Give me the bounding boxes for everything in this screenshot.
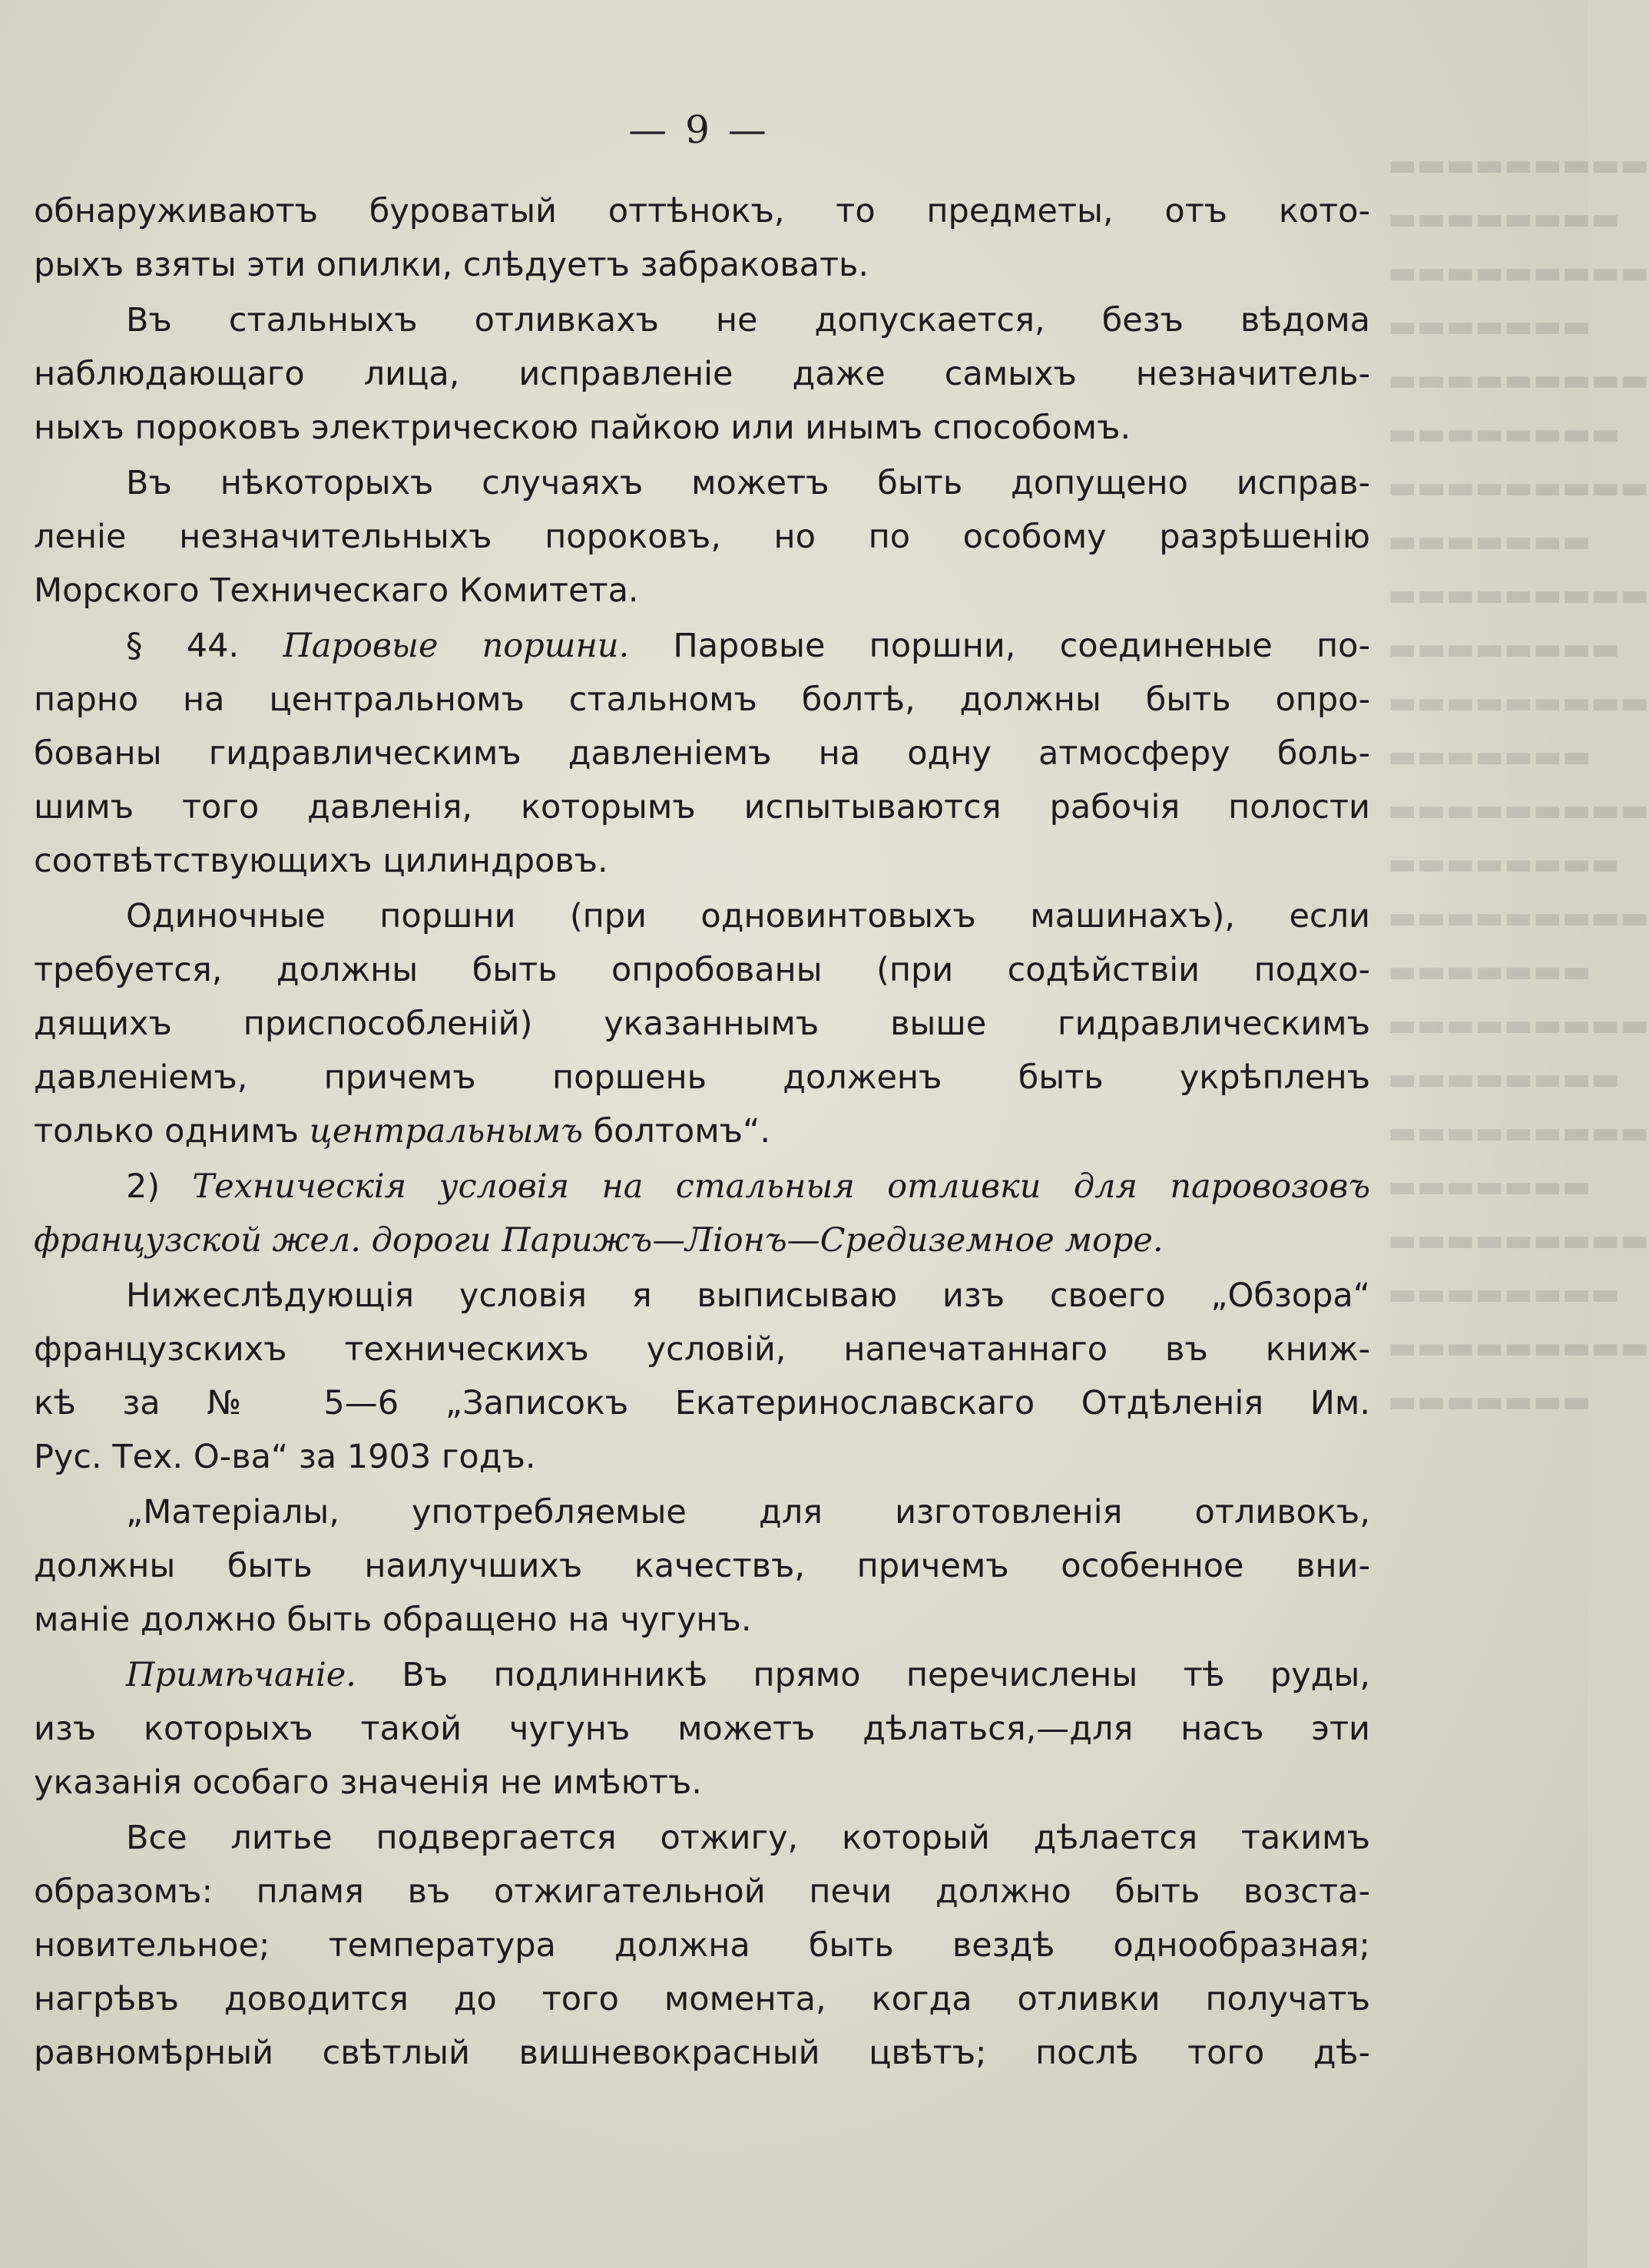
text-fragment: Въ подлинникѣ прямо перечислены тѣ руды,	[402, 1656, 1370, 1694]
text-line: Рус. Тех. О-ва“ за 1903 годъ.	[34, 1438, 536, 1476]
paragraph	[34, 184, 1370, 292]
text-line: равномѣрный свѣтлый вишневокрасный цвѣтъ; послѣ того дѣ-	[34, 2034, 1370, 2072]
text-line: Нижеслѣдующія условія я выписываю изъ своего „Обзора“	[126, 1276, 1370, 1315]
text-line: парно на центральномъ стальномъ болтѣ, должны быть опро-	[34, 680, 1370, 719]
show-through-shadow: ▬▬▬▬▬▬▬▬▬ ▬▬▬▬▬▬▬▬ ▬▬▬▬▬▬▬▬▬ ▬▬▬▬▬▬▬ ▬▬▬▬▬▬▬▬▬ ▬▬▬▬▬▬▬▬ ▬▬▬▬▬▬▬▬▬ ▬▬▬▬▬▬▬ ▬▬▬▬▬▬▬▬▬ ▬▬▬▬▬▬▬▬ ▬▬▬▬▬▬▬▬▬ ▬▬▬▬▬▬▬ ▬▬▬▬▬▬▬▬▬ ▬▬▬▬▬▬▬▬ ▬▬▬▬▬▬▬▬▬ ▬▬▬▬▬▬▬ ▬▬▬▬▬▬▬▬▬ ▬▬▬▬▬▬▬▬ ▬▬▬▬▬▬▬▬▬ ▬▬▬▬▬▬▬ ▬▬▬▬▬▬▬▬▬ ▬▬▬▬▬▬▬▬ ▬▬▬▬▬▬▬▬▬ ▬▬▬▬▬▬▬	[1388, 147, 1649, 1419]
text-line: ныхъ пороковъ электрическою пайкою или инымъ способомъ.	[34, 409, 1131, 447]
page-number: — 9 —	[628, 108, 770, 152]
text-line: Все литье подвергается отжигу, который дѣлается такимъ	[126, 1819, 1370, 1857]
text-line: бованы гидравлическимъ давленіемъ на одну атмосферу боль-	[34, 734, 1370, 773]
subsection-title-line: французской жел. дороги Парижъ—Ліонъ—Средиземное море.	[34, 1221, 1164, 1260]
text-line: новительное; температура должна быть вездѣ однообразная;	[34, 1926, 1370, 1965]
text-line: „Матеріалы, употребляемые для изготовленія отливокъ,	[126, 1493, 1370, 1531]
text-line: наблюдающаго лица, исправленіе даже самыхъ незначитель-	[34, 355, 1370, 393]
text-line: рыхъ взяты эти опилки, слѣдуетъ забраковать.	[34, 246, 869, 284]
paragraph	[34, 1160, 1370, 1267]
text-line: шимъ того давленія, которымъ испытываются рабочія полости	[34, 788, 1370, 826]
text-line: изъ которыхъ такой чугунъ можетъ дѣлаться,—для насъ эти	[34, 1710, 1370, 1748]
paragraph	[34, 293, 1370, 455]
text-line: образомъ: пламя въ отжигательной печи должно быть возста-	[34, 1872, 1370, 1911]
paragraph	[34, 1648, 1370, 1809]
paragraph	[34, 619, 1370, 888]
text-line: кѣ за № 5—6 „Записокъ Екатеринославскаго Отдѣленія Им.	[34, 1384, 1370, 1422]
section-title: Паровые поршни.	[283, 627, 630, 665]
text-line: давленіемъ, причемъ поршень долженъ быть укрѣпленъ	[34, 1058, 1370, 1097]
paragraph	[34, 456, 1370, 617]
text-line: обнаруживаютъ буроватый оттѣнокъ, то предметы, отъ кото-	[34, 192, 1370, 230]
paragraph	[34, 1269, 1370, 1484]
text-line: Морского Техническаго Комитета.	[34, 571, 639, 610]
paragraph	[34, 1811, 1370, 2080]
text-fragment: болтомъ“.	[593, 1112, 771, 1151]
page-text	[34, 184, 1370, 2081]
text-line	[34, 619, 1370, 673]
section-number: § 44.	[126, 627, 240, 665]
text-line	[34, 1648, 1370, 1702]
paragraph	[34, 889, 1370, 1158]
text-line: указанія особаго значенія не имѣютъ.	[34, 1763, 702, 1802]
text-fragment: только однимъ	[34, 1112, 300, 1151]
text-line: нагрѣвъ доводится до того момента, когда отливки получатъ	[34, 1980, 1370, 2018]
list-number: 2)	[126, 1167, 161, 1206]
italic-term: центральнымъ	[309, 1112, 583, 1151]
text-line: должны быть наилучшихъ качествъ, причемъ особенное вни-	[34, 1547, 1370, 1585]
text-line: соотвѣтствующихъ цилиндровъ.	[34, 842, 608, 880]
text-line	[34, 1160, 1370, 1213]
paragraph	[34, 1485, 1370, 1647]
text-line: Въ стальныхъ отливкахъ не допускается, безъ вѣдома	[126, 301, 1370, 339]
text-line: леніе незначительныхъ пороковъ, но по особому разрѣшенію	[34, 518, 1370, 556]
text-line: требуется, должны быть опробованы (при содѣйствіи подхо-	[34, 951, 1370, 989]
text-line: Одиночные поршни (при одновинтовыхъ машинахъ), если	[126, 897, 1370, 935]
text-line: французскихъ техническихъ условій, напечатаннаго въ книж-	[34, 1330, 1370, 1369]
text-line: дящихъ приспособленій) указаннымъ выше гидравлическимъ	[34, 1005, 1370, 1043]
text-line: маніе должно быть обращено на чугунъ.	[34, 1601, 752, 1639]
note-label: Примѣчаніе.	[126, 1656, 356, 1694]
text-line	[34, 1104, 1370, 1158]
subsection-title: Техническія условія на стальныя отливки для паровозовъ	[192, 1167, 1370, 1206]
text-fragment: Паровые поршни, соединеные по-	[673, 627, 1370, 665]
text-line: Въ нѣкоторыхъ случаяхъ можетъ быть допущено исправ-	[126, 464, 1370, 502]
